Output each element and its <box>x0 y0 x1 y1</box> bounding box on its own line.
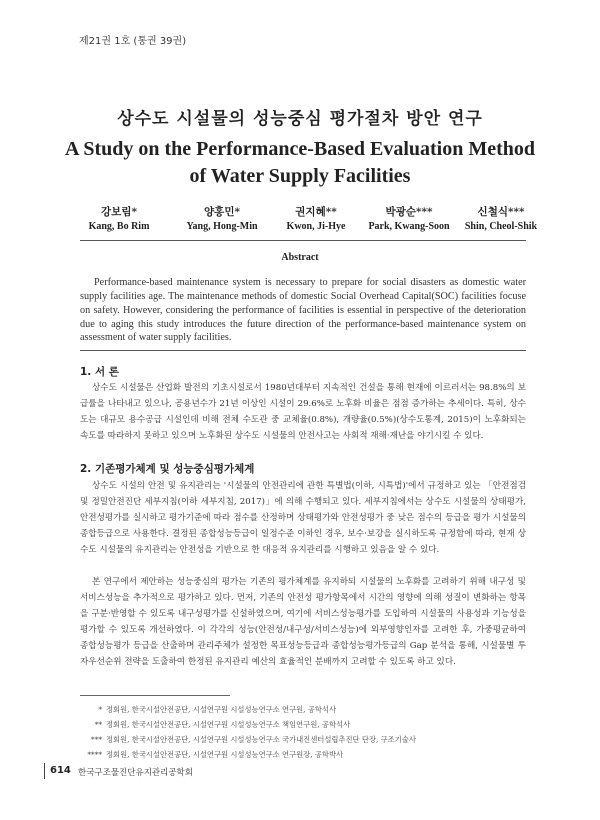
footnote <box>80 702 526 717</box>
author-name-en: Shin, Cheol-Shik <box>464 221 538 232</box>
author-name-en: Kang, Bo Rim <box>88 221 150 232</box>
divider-top <box>80 240 526 241</box>
page-number-bar <box>44 763 45 779</box>
english-title: A Study on the Performance-Based Evaluation Method of Water Supply Facilities <box>65 138 535 187</box>
footnote <box>80 732 526 747</box>
author-1 <box>64 204 174 232</box>
journal-name: 한국구조물진단유지관리공학회 <box>78 768 193 778</box>
paragraph: 상수도 시설물은 산업화 발전의 기초시설로서 1980년대부터 지속적인 건설을 통해 현재에 이르러서는 98.8%의 보급률을 나타내고 있으나, 공용년수가 21년 이상인 시설이 29.6%로 노후화 비율은 점점 증가하는 추세이다. 특히, 상수도는 대규모 용수공급 시설인데 비해 전체 수도관 중 교체율(0.8%), 개량율(0.5%)(상수도통계, 2015)이 노후화되는 속도를 따라하지 못하고 있으며 노후화된 상수도 시설물의 안전사고는 사회적 재해·재난을 야기시킬 수 있다. <box>80 383 526 442</box>
section-heading-evaluation: 2. 기존평가체계 및 성능중심평가체계 <box>80 463 255 475</box>
paragraph: 본 연구에서 제안하는 성능중심의 평가는 기존의 평가체계를 유지하되 시설물의 노후화를 고려하기 위해 내구성 및 서비스성능을 추가적으로 평가하고 있다. 먼저, 기존의 안전성 평가항목에서 시간의 영향에 의해 성질이 변화하는 항목을 구분·반영할 수 있도록 내구성평가를 신설하였으며, 여기에 서비스성능평가를 도입하여 시설물의 사용성과 기능성을 평가할 수 있도록 개선하였다. 이 각각의 성능(안전성/내구성/서비스성능)에 외부영향인자를 고려한 후, 가중평균하여 종합성능평가 등급을 산출하며 관리주체가 설정한 목표성능등급과 종합성능평가등급의 Gap 분석을 통해, 시설물별 투자우선순위 전략을 도출하여 한정된 유지관리 예산의 효율적인 분배까지 고려할 수 있도록 하고 있다. <box>80 577 526 668</box>
author-list <box>0 204 600 244</box>
footnote <box>80 717 526 732</box>
author-5 <box>446 204 556 232</box>
footnote-mark: *** <box>91 735 102 744</box>
korean-title: 상수도 시설물의 성능중심 평가절차 방안 연구 <box>117 109 483 129</box>
author-name-en: Kwon, Ji-Hye <box>286 221 346 232</box>
author-name-ko: 강보림* <box>101 206 137 218</box>
footnote-divider <box>80 695 230 696</box>
footnotes <box>80 702 526 762</box>
abstract-text: Performance-based maintenance system is necessary to prepare for social disasters as domestic water supply facilities age. The maintenance methods of domestic Social Overhead Capital(SOC) facilities focuse on safety. However, considering the performance of facilities is essential in perspective of the deterioration due to aging this study introduces the future direction of the performance-based maintenance system on assessment of water supply facilities. <box>80 277 526 344</box>
abstract-heading: Abstract <box>281 252 319 263</box>
footnote-text: 정회원, 한국시설안전공단, 시설연구원 시설성능연구소 책임연구원, 공학석사 <box>106 720 351 729</box>
footnote-mark: * <box>98 705 102 714</box>
footnote-text: 정회원, 한국시설안전공단, 시설연구원 시설성능연구소 연구원장, 공학박사 <box>106 750 344 759</box>
footnote-mark: ** <box>94 720 102 729</box>
author-name-en: Yang, Hong-Min <box>186 221 258 232</box>
author-name-ko: 권지혜** <box>295 206 337 218</box>
author-name-en: Park, Kwang-Soon <box>368 221 450 232</box>
author-name-ko: 박광순*** <box>385 206 433 218</box>
page-number: 614 <box>50 765 71 776</box>
footnote <box>80 747 526 762</box>
paragraph: 상수도 시설의 안전 및 유지관리는 '시설물의 안전관리에 관한 특별법(이하, 시특법)'에서 규정하고 있는 「안전점검 및 정밀안전진단 세부지침(이하 세부지침, 2017)」에 의해 수행되고 있다. 세부지침에서는 상수도 시설물의 상태평가, 안전성평가를 실시하고 평가기준에 따라 점수를 산정하며 상태평가와 안전성평가 중 낮은 점수의 등급을 평가 시설물의 종합등급으로 사용한다. 결정된 종합성능등급이 일정수준 이하인 경우, 보수·보강을 실시하도록 규정함에 따라, 현재 상수도 시설물의 유지관리는 안전성을 기반으로 한 대응적 유지관리를 시행하고 있음을 알 수 있다. <box>80 481 526 556</box>
author-name-ko: 신철식*** <box>477 206 525 218</box>
volume-header: 제21권 1호 (통권 39권) <box>79 36 187 47</box>
footnote-text: 정회원, 한국시설안전공단, 시설연구원 시설성능연구소 연구원, 공학석사 <box>106 705 337 714</box>
footnote-mark: **** <box>87 750 102 759</box>
divider-bottom <box>80 350 526 351</box>
footnote-text: 정회원, 한국시설안전공단, 시설연구원 시설성능연구소 국가내진센터설립추진단 단장, 구조기술사 <box>106 735 416 744</box>
section-heading-introduction: 1. 서 론 <box>80 366 119 378</box>
author-name-ko: 양홍민* <box>204 206 240 218</box>
